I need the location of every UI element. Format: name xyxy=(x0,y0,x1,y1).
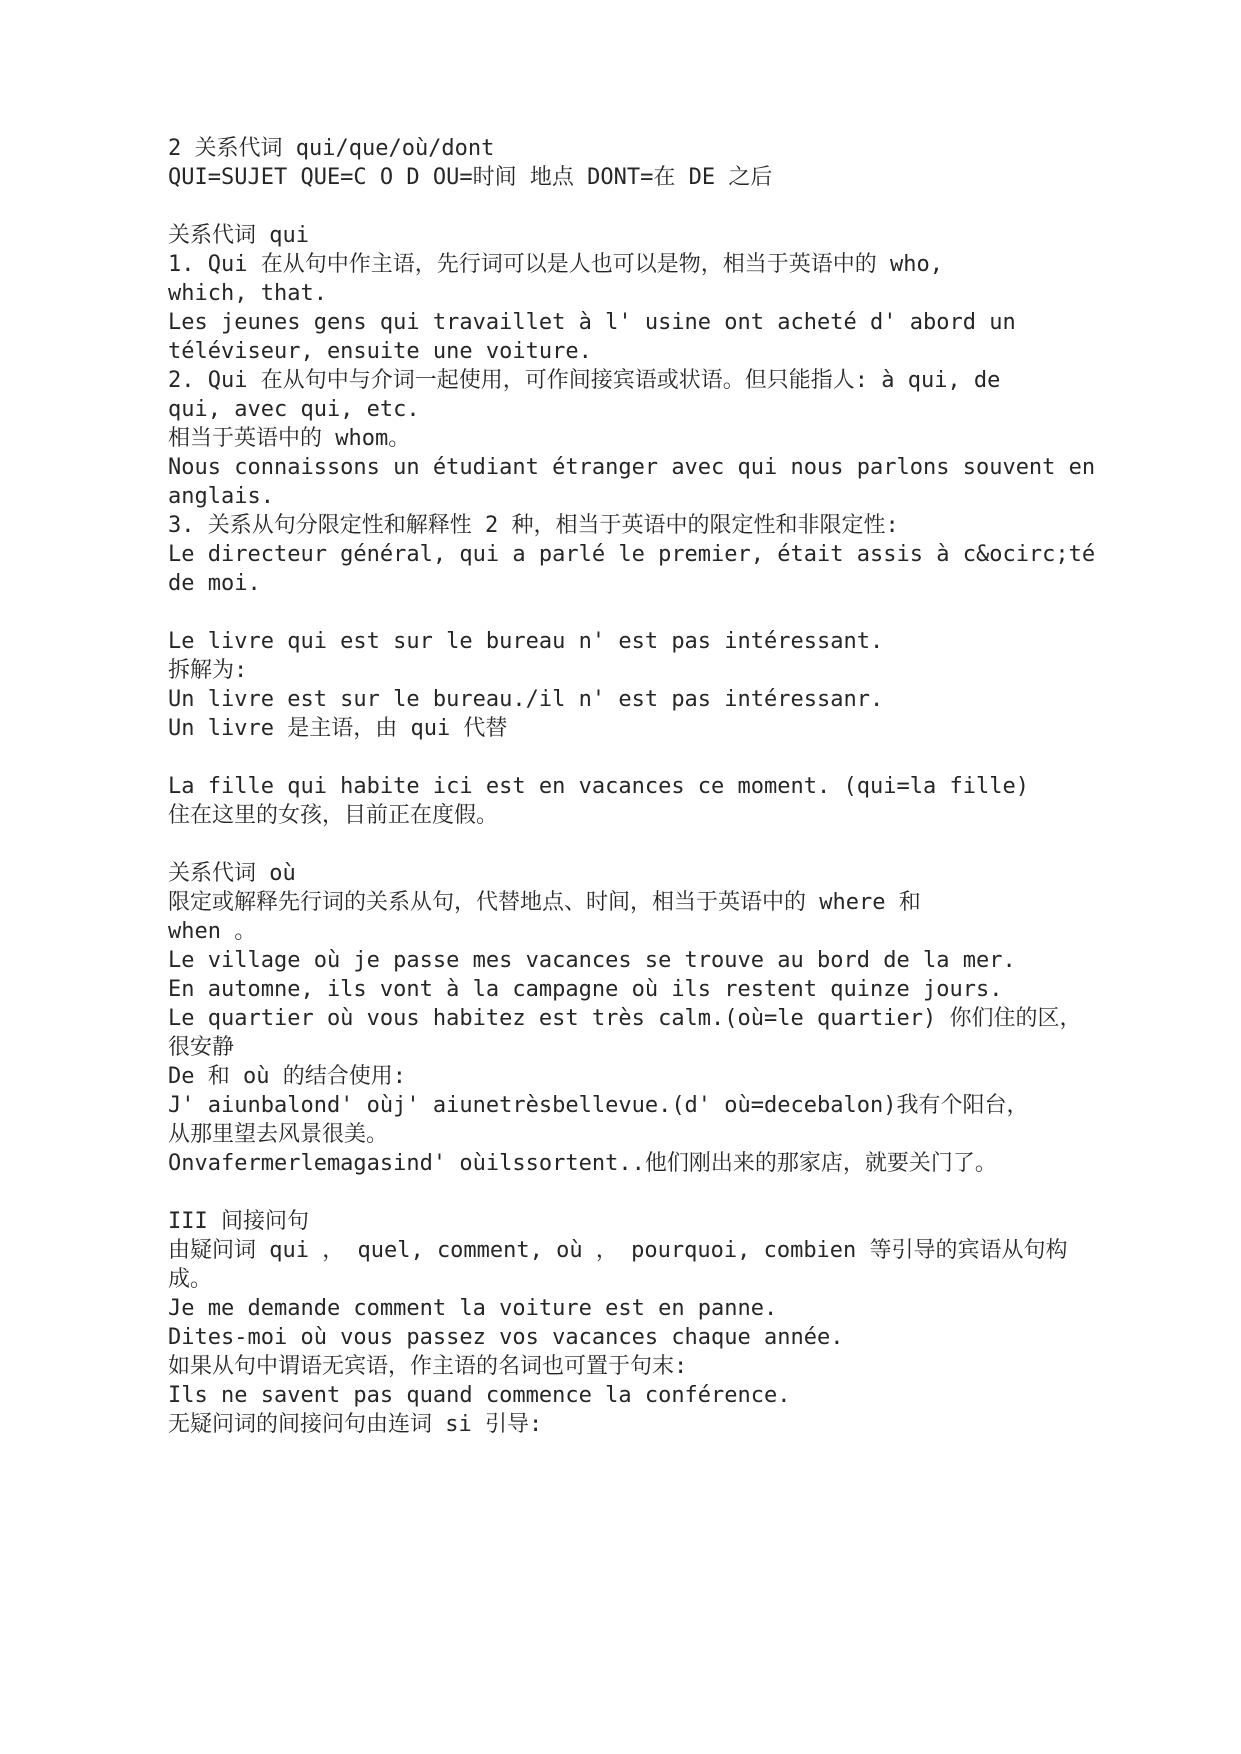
doc-line: 如果从句中谓语无宾语，作主语的名词也可置于句末: xyxy=(168,1354,688,1379)
doc-line: 无疑问词的间接问句由连词 si 引导: xyxy=(168,1412,543,1437)
doc-line: anglais. xyxy=(168,484,274,509)
doc-line: 拆解为: xyxy=(168,658,248,683)
doc-line: En automne, ils vont à la campagne où ils restent quinze jours. xyxy=(168,977,1003,1002)
doc-line: Dites-moi où vous passez vos vacances chaque année. xyxy=(168,1325,844,1350)
doc-line: qui, avec qui, etc. xyxy=(168,397,420,422)
doc-line: when 。 xyxy=(168,919,257,944)
doc-line: Le directeur général, qui a parlé le premier, était assis à c&ocirc;té xyxy=(168,542,1096,567)
doc-line: Nous connaissons un étudiant étranger avec qui nous parlons souvent en xyxy=(168,455,1096,480)
section-heading-ou: 关系代词 où xyxy=(168,861,296,886)
section-heading-qui: 关系代词 qui xyxy=(168,223,309,248)
doc-line: J' aiunbalond' oùj' aiunetrèsbellevue.(d' où=decebalon)我有个阳台， xyxy=(168,1093,1029,1118)
doc-line: La fille qui habite ici est en vacances ce moment. (qui=la fille) xyxy=(168,774,1029,799)
doc-line: Onvafermerlemagasind' oùilssortent..他们刚出来的那家店，就要关门了。 xyxy=(168,1151,997,1176)
blank-line xyxy=(168,192,1193,221)
doc-line: 很安静 xyxy=(168,1035,235,1060)
blank-line xyxy=(168,598,1193,627)
blank-line xyxy=(168,830,1193,859)
doc-line: 相当于英语中的 whom。 xyxy=(168,426,411,451)
doc-line: which, that. xyxy=(168,281,327,306)
doc-line: Le livre qui est sur le bureau n' est pas intéressant. xyxy=(168,629,884,654)
doc-line: QUI=SUJET QUE=C O D OU=时间 地点 DONT=在 DE 之后 xyxy=(168,165,773,190)
doc-line: Un livre est sur le bureau./il n' est pas intéressanr. xyxy=(168,687,884,712)
section-heading-indirect-questions: III 间接问句 xyxy=(168,1209,309,1234)
doc-line: Ils ne savent pas quand commence la conférence. xyxy=(168,1383,791,1408)
doc-line: téléviseur, ensuite une voiture. xyxy=(168,339,592,364)
doc-line: 住在这里的女孩，目前正在度假。 xyxy=(168,803,499,828)
doc-line: Le village où je passe mes vacances se trouve au bord de la mer. xyxy=(168,948,1016,973)
doc-line: 3. 关系从句分限定性和解释性 2 种，相当于英语中的限定性和非限定性: xyxy=(168,513,899,538)
doc-line: Un livre 是主语，由 qui 代替 xyxy=(168,716,508,741)
doc-line: Les jeunes gens qui travaillet à l' usine ont acheté d' abord un xyxy=(168,310,1016,335)
doc-line: 从那里望去风景很美。 xyxy=(168,1122,389,1147)
doc-line: De 和 où 的结合使用: xyxy=(168,1064,406,1089)
document-page xyxy=(168,134,1193,1439)
doc-line: 1. Qui 在从句中作主语，先行词可以是人也可以是物，相当于英语中的 who, xyxy=(168,252,943,277)
doc-line: Le quartier où vous habitez est très calm.(où=le quartier) 你们住的区， xyxy=(168,1006,1082,1031)
doc-line: de moi. xyxy=(168,571,261,596)
doc-line: 2. Qui 在从句中与介词一起使用，可作间接宾语或状语。但只能指人: à qui, de xyxy=(168,368,1001,393)
blank-line xyxy=(168,1178,1193,1207)
doc-line: 由疑问词 qui ， quel, comment, où ， pourquoi, combien 等引导的宾语从句构 xyxy=(168,1238,1068,1263)
doc-line: 成。 xyxy=(168,1267,213,1292)
doc-title: 2 关系代词 qui/que/où/dont xyxy=(168,136,495,161)
blank-line xyxy=(168,743,1193,772)
doc-line: Je me demande comment la voiture est en panne. xyxy=(168,1296,778,1321)
doc-line: 限定或解释先行词的关系从句，代替地点、时间，相当于英语中的 where 和 xyxy=(168,890,921,915)
